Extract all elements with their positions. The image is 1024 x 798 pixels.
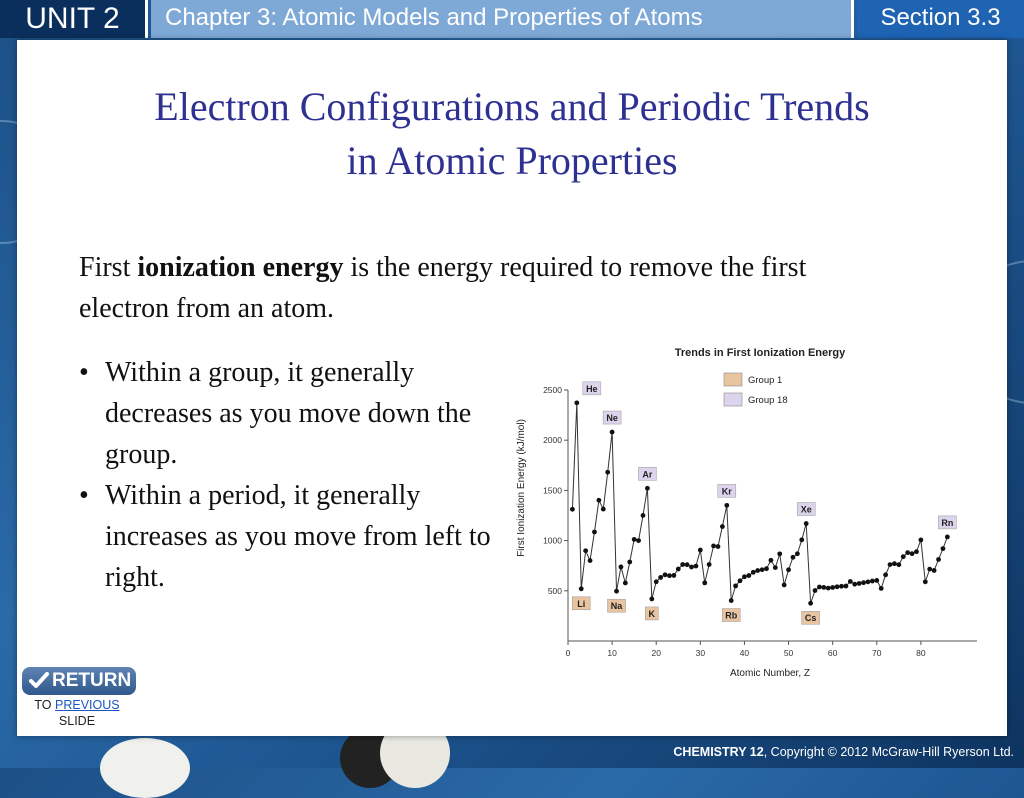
- data-point: [888, 562, 893, 567]
- data-point: [804, 521, 809, 526]
- legend-label: Group 18: [748, 395, 788, 406]
- data-point: [782, 583, 787, 588]
- data-point: [795, 551, 800, 556]
- y-tick-label: 2000: [543, 435, 562, 446]
- bullet-list: [79, 352, 499, 598]
- data-point: [879, 586, 884, 591]
- data-point: [905, 550, 910, 555]
- data-point: [821, 585, 826, 590]
- legend-swatch: [724, 373, 742, 386]
- data-point: [901, 554, 906, 559]
- data-point: [848, 579, 853, 584]
- checkmark-arrow-icon: [29, 670, 49, 690]
- return-label: RETURN: [52, 670, 132, 691]
- data-point: [689, 565, 694, 570]
- annotation-label: Rb: [725, 610, 738, 621]
- data-point: [742, 574, 747, 579]
- x-tick-label: 80: [916, 648, 926, 658]
- y-tick-label: 1500: [543, 485, 562, 496]
- data-point: [769, 558, 774, 563]
- data-point: [707, 562, 712, 567]
- data-point: [927, 567, 932, 572]
- data-point: [645, 486, 650, 491]
- bullet-dot-icon: •: [79, 357, 89, 388]
- annotation-label: Kr: [721, 486, 732, 497]
- data-point: [663, 572, 668, 577]
- annotation-label: Na: [610, 601, 623, 612]
- data-point: [861, 580, 866, 585]
- slide-title-line1: Electron Configurations and Periodic Trends: [154, 84, 870, 129]
- annotation-label: Xe: [800, 504, 812, 515]
- series-line: [572, 403, 947, 603]
- data-point: [852, 582, 857, 587]
- data-point: [892, 561, 897, 566]
- data-point: [667, 573, 672, 578]
- data-point: [932, 568, 937, 573]
- data-point: [729, 598, 734, 603]
- data-point: [874, 578, 879, 583]
- y-tick-label: 1000: [543, 535, 562, 546]
- data-point: [941, 546, 946, 551]
- legend-label: Group 1: [748, 375, 783, 386]
- data-point: [724, 503, 729, 508]
- header-bar: [0, 0, 1024, 38]
- data-point: [751, 570, 756, 575]
- bullet-text: Within a group, it generally decreases as you move down the group.: [105, 357, 472, 470]
- bullet-dot-icon: •: [79, 480, 89, 511]
- chart-xlabel: Atomic Number, Z: [729, 668, 811, 679]
- data-point: [808, 601, 813, 606]
- legend-swatch: [724, 393, 742, 406]
- x-tick-label: 20: [651, 648, 661, 658]
- annotation-label: Li: [577, 598, 586, 609]
- data-point: [813, 588, 818, 593]
- data-point: [654, 579, 659, 584]
- chart-ylabel: First Ionization Energy (kJ/mol): [516, 419, 527, 557]
- data-point: [619, 565, 624, 570]
- data-point: [883, 572, 888, 577]
- data-point: [614, 589, 619, 594]
- data-point: [610, 430, 615, 435]
- data-point: [799, 537, 804, 542]
- chart-annotations: [572, 382, 956, 624]
- chart-legend: [724, 373, 788, 406]
- intro-suffix: is the energy required to remove the first electron from an atom.: [79, 252, 807, 324]
- data-point: [826, 586, 831, 591]
- data-point: [658, 575, 663, 580]
- data-point: [764, 566, 769, 571]
- y-tick-label: 2500: [543, 385, 562, 395]
- data-point: [649, 597, 654, 602]
- chart-plot: [570, 400, 950, 605]
- data-point: [746, 573, 751, 578]
- section-label: Section 3.3: [857, 0, 1024, 38]
- data-point: [623, 581, 628, 586]
- x-tick-label: 10: [607, 648, 617, 658]
- annotation-label: K: [648, 608, 656, 619]
- data-point: [918, 537, 923, 542]
- data-point: [671, 573, 676, 578]
- data-point: [870, 579, 875, 584]
- intro-term: ionization energy: [137, 252, 344, 283]
- annotation-label: Cs: [804, 613, 817, 624]
- data-point: [698, 548, 703, 553]
- annotation-label: Rn: [941, 517, 954, 528]
- return-caption-suffix: SLIDE: [58, 714, 96, 728]
- intro-paragraph: [79, 247, 879, 329]
- unit-label: UNIT 2: [0, 0, 148, 38]
- data-point: [945, 534, 950, 539]
- data-point: [844, 584, 849, 589]
- slide-panel: [17, 40, 1007, 736]
- data-point: [579, 586, 584, 591]
- bullet-item: [79, 475, 499, 598]
- return-caption-prefix: TO: [34, 698, 55, 712]
- data-point: [791, 555, 796, 560]
- data-point: [777, 551, 782, 556]
- annotation-label: He: [586, 383, 598, 394]
- x-tick-label: 30: [695, 648, 706, 658]
- data-point: [592, 530, 597, 535]
- data-point: [720, 524, 725, 529]
- x-tick-label: 60: [827, 648, 838, 658]
- ionization-energy-chart: [510, 338, 980, 688]
- data-point: [694, 564, 699, 569]
- data-point: [596, 498, 601, 503]
- data-point: [702, 580, 707, 585]
- data-point: [786, 567, 791, 572]
- data-point: [923, 579, 928, 584]
- data-point: [738, 578, 743, 583]
- data-point: [636, 538, 641, 543]
- bullet-item: [79, 352, 499, 475]
- slide-title: [17, 80, 1007, 188]
- slide-title-line2: in Atomic Properties: [346, 138, 678, 183]
- intro-prefix: First: [79, 252, 138, 283]
- x-tick-label: 40: [739, 648, 750, 658]
- footer-copyright-text: , Copyright © 2012 McGraw-Hill Ryerson Ltd.: [763, 745, 1014, 759]
- data-point: [716, 544, 721, 549]
- data-point: [817, 585, 822, 590]
- bullet-text: Within a period, it generally increases as you move from left to right.: [105, 480, 491, 593]
- data-point: [755, 568, 760, 573]
- annotation-label: Ne: [606, 413, 618, 424]
- chart-axes: [543, 385, 977, 658]
- data-point: [830, 585, 835, 590]
- annotation-label: Ar: [642, 469, 653, 480]
- return-caption: [22, 697, 132, 729]
- data-point: [605, 470, 610, 475]
- return-button[interactable]: [22, 667, 136, 695]
- data-point: [835, 584, 840, 589]
- data-point: [676, 567, 681, 572]
- data-point: [733, 583, 738, 588]
- data-point: [839, 584, 844, 589]
- chapter-label: Chapter 3: Atomic Models and Properties of Atoms: [151, 0, 854, 38]
- data-point: [857, 581, 862, 586]
- data-point: [685, 562, 690, 567]
- data-point: [760, 567, 765, 572]
- data-point: [711, 544, 716, 549]
- data-point: [627, 560, 632, 565]
- y-tick-label: 500: [547, 585, 562, 596]
- x-tick-label: 50: [783, 648, 794, 658]
- data-point: [583, 548, 588, 553]
- data-point: [773, 565, 778, 570]
- footer-copyright: [673, 745, 1014, 759]
- data-point: [914, 549, 919, 554]
- data-point: [680, 562, 685, 567]
- data-point: [601, 507, 606, 512]
- chart-title: Trends in First Ionization Energy: [674, 347, 846, 359]
- data-point: [632, 537, 637, 542]
- data-point: [588, 558, 593, 563]
- data-point: [570, 507, 575, 512]
- footer-brand: CHEMISTRY 12: [673, 745, 764, 759]
- x-tick-label: 70: [872, 648, 882, 658]
- data-point: [641, 513, 646, 518]
- data-point: [896, 562, 901, 567]
- data-point: [574, 400, 579, 405]
- data-point: [866, 579, 871, 584]
- data-point: [910, 551, 915, 556]
- data-point: [936, 557, 941, 562]
- chart-svg: [510, 338, 980, 688]
- x-tick-label: 0: [565, 648, 571, 658]
- previous-link[interactable]: PREVIOUS: [55, 698, 120, 712]
